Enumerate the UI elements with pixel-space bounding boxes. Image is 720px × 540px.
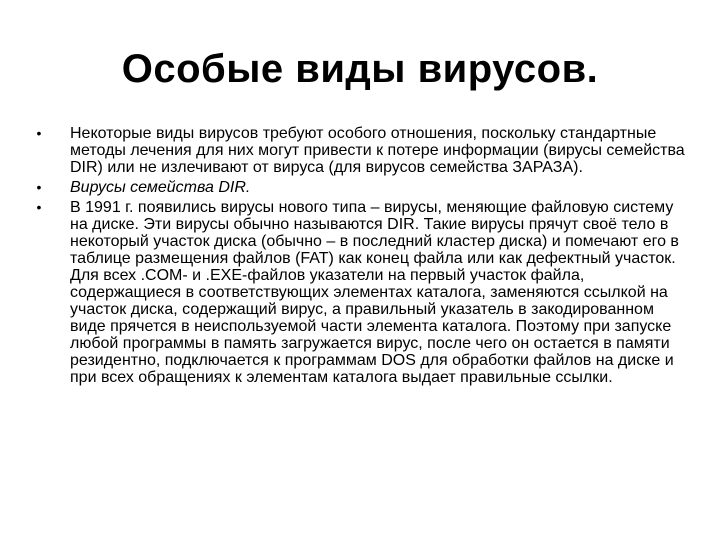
bullet-list bbox=[33, 125, 693, 386]
slide-title: Особые виды вирусов. bbox=[121, 47, 599, 91]
bullet-marker-icon: • bbox=[36, 179, 42, 195]
bullet-text-1: Некоторые виды вирусов требуют особого отношения, поскольку стандартные методы лечения для них могут привести к потере информации (вирусы семейства DIR) или не излечивают от вируса (для вирусов семейства ЗАРАЗА). bbox=[70, 125, 685, 176]
bullet-text-3: В 1991 г. появились вирусы нового типа – вирусы, меняющие файловую систему на диске. Эти вирусы обычно называются DIR. Такие вирусы прячут своё тело в некоторый участок диска (обычно – в последний кластер диска) и помечают его в таблице размещения файлов (FAT) как конец файла или как дефектный участок. Для всех .COM- и .EXE-файлов указатели на первый участок файла, содержащиеся в соответствующих элементах каталога, заменяются ссылкой на участок диска, содержащий вирус, а правильный указатель в закодированном виде прячется в неиспользуемой части элемента каталога. Поэтому при запуске любой программы в память загружается вирус, после чего он остается в памяти резидентно, подключается к программам DOS для обработки файлов на диске и при всех обращениях к элементам каталога выдает правильные ссылки. bbox=[70, 199, 679, 386]
bullet-marker-icon: • bbox=[36, 199, 42, 215]
bullet-item-1 bbox=[33, 125, 693, 176]
bullet-text-2: Вирусы семейства DIR. bbox=[70, 179, 251, 196]
bullet-item-2 bbox=[33, 179, 693, 196]
bullet-marker-icon: • bbox=[36, 125, 42, 141]
bullet-item-3 bbox=[33, 199, 693, 386]
